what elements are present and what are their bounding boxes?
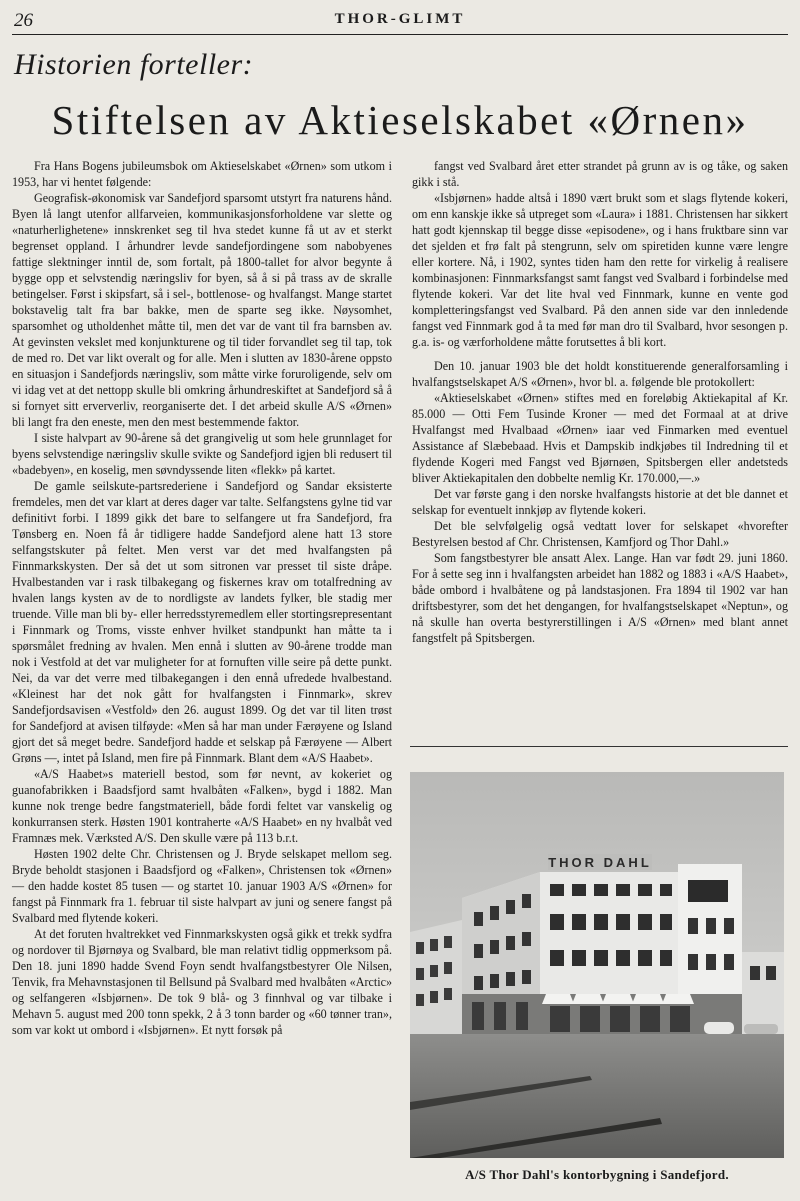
right-column (412, 158, 788, 646)
paragraph: At det foruten hvaltrekket ved Finnmarkskysten også gikk et trekk sydfra og nordover til Bjørnøya og Svalbard, ble man relativt tidlig oppmerksom på. Den 18. juni 1890 hadde Svend Foyn sendt hvalfangstbestyrer Ole Nilsen, Tenvik, fra Mehavnstasjonen til Bellsund på Svalbard med hvalbåten «Arctic» og selfangeren «Isbjørnen». De tok 9 blå- og 3 finnhval og var tilbake i Mehavn 5. august med 200 tonn spekk, 2 å 3 tonn barder og «60 tønner tran», som var kokt ut ombord i «Isbjørnen». Et nytt forsøk på (12, 927, 392, 1037)
paragraph: Geografisk-økonomisk var Sandefjord sparsomt utstyrt fra naturens hånd. Byen lå langt utenfor allfarveien, kommunikasjonsforholdene var slette og «naturherlighetene» innskrenket seg til hva stedet kunne få ut av et sterkt begrenset oppland. I århundrer levde sandefjordingene som nabobyenes fattige slektninger inntil de, som fortalt, på 1800-tallet for alvor begynte å bygge opp et selvstendig næringsliv for byen, så å si på trass av de skralle betingelser. Først i skipsfart, så i sel-, bottlenose- og hvalfangst. Mange startet bokstavelig talt fra bar bakke, men de sparte seg ikke. Nøysomhet, sparsomhet og utholdenhet måtte til, men det var de vant til fra barnsben av. At gevinsten vekslet med konjunkturene og til tider forvandlet seg til tap, tok de med ro. Det var likt overalt og for alle. Men i slutten av 1830-årene oppsto en situasjon i Sandefjords næringsliv, som måtte virke foruroligende, selv om vi idag vet at det nettopp skulle bli omkring århundreskiftet at Sandefjord så å si fornyet sitt erververliv, reorganiserte det. I det arbeid skulle A/S «Ørnen» bli langt fra den eneste, men den mest bestemmende faktor. (12, 191, 392, 429)
paragraph: Fra Hans Bogens jubileumsbok om Aktieselskabet «Ørnen» som utkom i 1953, har vi hentet følgende: (12, 159, 392, 189)
paragraph: «Isbjørnen» hadde altså i 1890 vært brukt som et slags flytende kokeri, om enn kanskje ikke så utpreget som «Laura» i 1881. Christensen har sikkert hatt godt kjennskap til begge disse «episodene», og i hans fruktbare sinn var det sjelden et frø falt på stengrunn, selv om spiretiden kunne være lengre eller kortere. Nå, i 1902, syntes tiden ham den rette for virkelig å realisere kombinasjonen: Finnmarksfangst samt fangst ved Svalbard i forbindelse med flytende kokeri. Var det lite hval ved Finnmark, kunne en vente god kompletteringsfangst ved Svalbard. På den annen side var den innledende fangst ved Finnmark god å ta med før man dro til Svalbard, hvor sesongen p. g.a. is- og værforholdene måtte forutsettes å bli kort. (412, 191, 788, 349)
paragraph: Den 10. januar 1903 ble det holdt konstituerende generalforsamling i hvalfangstselskapet A/S «Ørnen», hvor bl. a. følgende ble protokollert: (412, 359, 788, 389)
paragraph: «A/S Haabet»s materiell bestod, som før nevnt, av kokeriet og guanofabrikken i Baadsfjord samt hvalbåten «Falken», bygd i 1882. Man kunne nok trenge bedre fangstmateriell, både fordi feltet var vanskelig og konkurransen sterk. Høsten 1901 kontraherte «A/S Haabet» en ny hvalbåt ved Framnæs mek. Værksted A/S. Den skulle være på 113 b.r.t. (12, 767, 392, 845)
header-rule (12, 34, 788, 35)
page-header (12, 8, 788, 34)
paragraph: Det ble selvfølgelig også vedtatt lover for selskapet «hvorefter Bestyrelsen bestod af Chr. Christensen, Kamfjord og Thor Dahl.» (412, 519, 788, 549)
paragraph: De gamle seilskute-partsrederiene i Sandefjord og Sandar eksisterte fremdeles, men det var klart at deres dager var talte. Selfangstens gylne tid var definitivt forbi. I 1899 gikk det bare to selfangere ut fra Sandefjord, fra Tønsberg en. Noen få år tidligere hadde Sandefjord alene hatt 13 store selfangstskuter på feltet. Men verst var det med hvalfangsten på Finnmarkskysten. Der så det ut som sitronen var presset til siste dråpe. Hvalbestanden var i rask tilbakegang og fiskernes krav om totalfredning av hvalen langs kysten av de to nordligste av landets fylker, ble stadig mer truende. Ville man bli by- eller herredsstyremedlem eller stortingsrepresentant i Finnmark og Troms, visste enhver hvilket standpunkt han måtte ta i spørsmålet fredning av hvalen. Men ennå i slutten av 90-årene trodde man nok i Vestfold at det var muligheter for at fornuften ville seire på dette punkt. Nei, da var det verre med tilbakegangen i den ennå ufredede hvalbestand. «Kleinest har det nok gått for hvalfangsten i Finnmark», skrev Sandefjordsavisen «Vestfold» den 26. august 1899. Og det var til liten trøst for Sandefjord at avisen tilføyde: «Men så har man under Færøyene og Island gjort det så meget bedre. Sandefjord hadde et selskap på Færøyene — Albert Grøns —, intet på Island, men fire på Finnmark. Blant dem «A/S Haabet». (12, 479, 392, 765)
article-kicker: Historien forteller: (14, 48, 254, 81)
magazine-title: THOR-GLIMT (334, 11, 466, 27)
office-building-photo (410, 772, 784, 1158)
photo-caption: A/S Thor Dahl's kontorbygning i Sandefjord. (465, 1167, 729, 1182)
paragraph: «Aktieselskabet «Ørnen» stiftes med en foreløbig Aktiekapital af Kr. 85.000 — Otti Fem Tusinde Kroner — med det Formaal at at drive Hvalfangst med Hvalbaad «Ørnen» iaar ved Finmarken med eventuel Assistance af Slæbebaad. Hvis et Dampskib indkjøbes til Indredning til et flydende Kogeri med Fangst ved Bjørnøen, Spitsbergen eller andetsteds bliver Aktiekapitalen den dobbelte nemlig Kr. 170.000,—.» (412, 391, 788, 485)
paragraph: I siste halvpart av 90-årene så det grangivelig ut som hele grunnlaget for byens selvstendige næringsliv skulle svikte og Sandefjord igjen bli redusert til «badebyen», en koselig, men søvndyssende liten «flekk» på kartet. (12, 431, 392, 477)
article-title: Stiftelsen av Aktieselskabet «Ørnen» (51, 97, 749, 143)
left-column (12, 158, 392, 1038)
paragraph: Det var første gang i den norske hvalfangsts historie at det ble dannet et selskap for eventuelt innkjøp av flytende kokeri. (412, 487, 788, 517)
svg-text:THOR DAHL: THOR DAHL (548, 855, 652, 870)
paragraph: Som fangstbestyrer ble ansatt Alex. Lange. Han var født 29. juni 1860. For å sette seg inn i hvalfangsten arbeidet han 1882 og 1883 i «A/S Haabet», både ombord i hvalbåtene og på landstasjonen. Fra 1894 til 1902 var han driftsbestyrer, som det het dengangen, for hvalfangstselskapet «Neptun», og nå skulle han overta bestyrerstillingen i A/S «Ørnen» med blant annet fangstfelt på Spitsbergen. (412, 551, 788, 645)
paragraph: Høsten 1902 delte Chr. Christensen og J. Bryde selskapet mellom seg. Bryde beholdt stasjonen i Baadsfjord og «Falken», Christensen tok «Ørnen» — den hadde kostet 85 tusen — og startet 10. januar 1903 A/S «Ørnen» for fangst på Finnmark fra 1. februar til siste halvpart av juni og senere fangst på Svalbard med flytende kokeri. (12, 847, 392, 925)
photo-separator (410, 746, 788, 747)
page-number: 26 (14, 10, 33, 31)
paragraph: fangst ved Svalbard året etter strandet på grunn av is og tåke, og saken gikk i stå. (412, 159, 788, 189)
roof-sign (548, 854, 652, 870)
